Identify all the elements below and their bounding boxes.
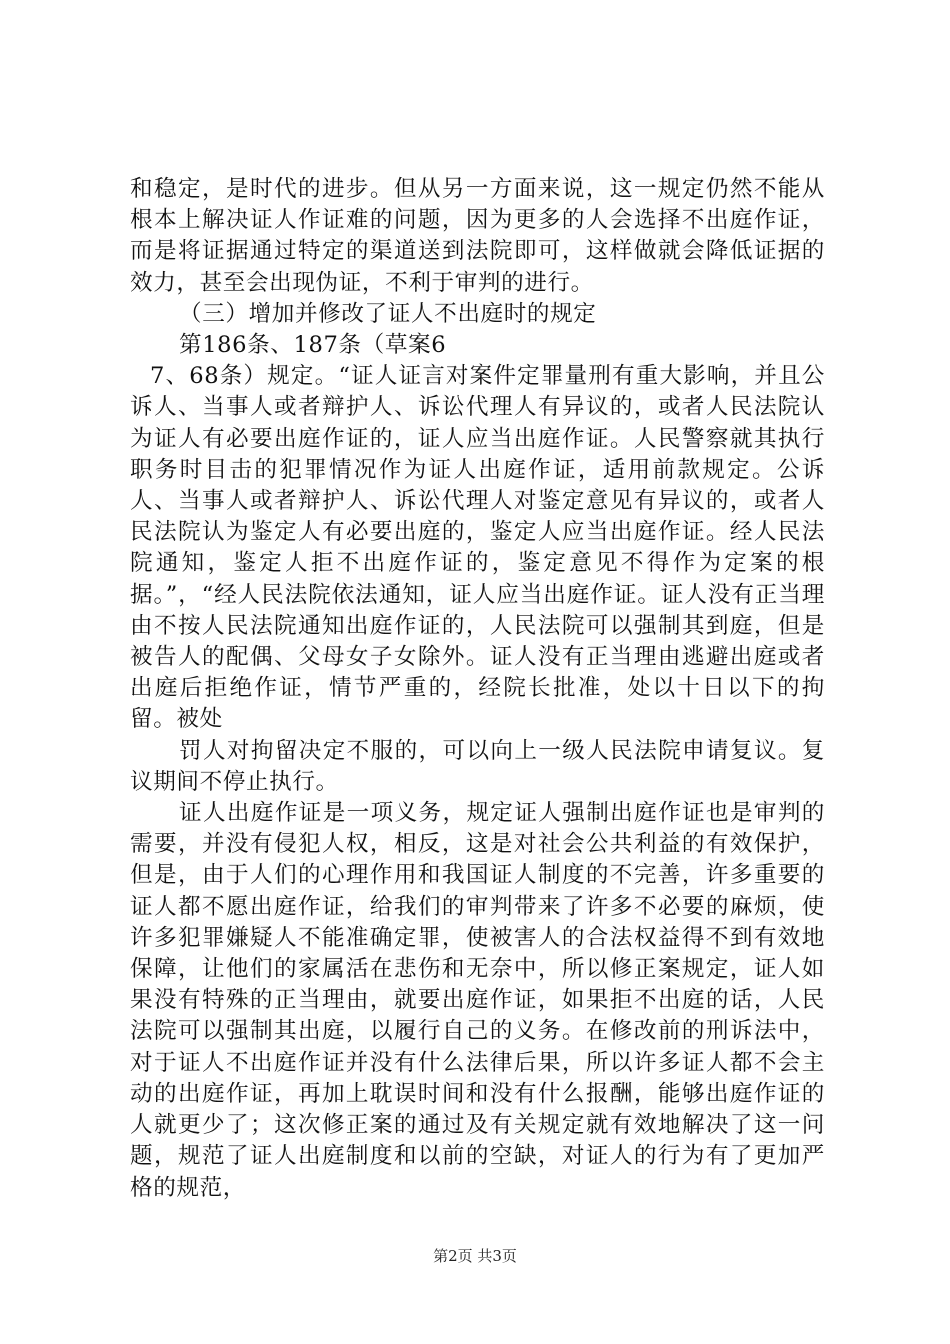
section-heading: （三）增加并修改了证人不出庭时的规定 <box>179 300 597 327</box>
paragraph-analysis: 证人出庭作证是一项义务，规定证人强制出庭作证也是审判的需要，并没有侵犯人权，相反，这是对社会公共利益的有效保护，但是，由于人们的心理作用和我国证人制度的不完善，许多重要的证人都不愿出庭作证，给我们的审判带来了许多不必要的麻烦，使许多犯罪嫌疑人不能准确定罪，使被害人的合法权益得不到有效地保障，让他们的家属活在悲伤和无奈中，所以修正案规定，证人如果没有特殊的正当理由，就要出庭作证，如果拒不出庭的话，人民法院可以强制其出庭，以履行自己的义务。在修改前的刑诉法中，对于证人不出庭作证并没有什么法律后果，所以许多证人都不会主动的出庭作证，再加上耽误时间和没有什么报酬，能够出庭作证的人就更少了；这次修正案的通过及有关规定就有效地解决了这一问题，规范了证人出庭制度和以前的空缺，对证人的行为有了更加严格的规范， <box>130 800 825 1201</box>
paragraph-continuation: 和稳定，是时代的进步。但从另一方面来说，这一规定仍然不能从根本上解决证人作证难的问题，因为更多的人会选择不出庭作证，而是将证据通过特定的渠道送到法院即可，这样做就会降低证据的效力，甚至会出现伪证，不利于审判的进行。 <box>130 176 825 296</box>
paragraph-quoted-articles: 7、68条）规定。“证人证言对案件定罪量刑有重大影响，并且公诉人、当事人或者辩护人、诉讼代理人有异议的，或者人民法院认为证人有必要出庭作证的，证人应当出庭作证。人民警察就其执行职务时目击的犯罪情况作为证人出庭作证，适用前款规定。公诉人、当事人或者辩护人、诉讼代理人对鉴定意见有异议的，或者人民法院认为鉴定人有必要出庭的，鉴定人应当出庭作证。经人民法院通知，鉴定人拒不出庭作证的，鉴定意见不得作为定案的根据。”，“经人民法院依法通知，证人应当出庭作证。证人没有正当理由不按人民法院通知出庭作证的，人民法院可以强制其到庭，但是被告人的配偶、父母女子女除外。证人没有正当理由逃避出庭或者出庭后拒绝作证，情节严重的，经院长批准，处以十日以下的拘留。被处 <box>130 363 825 733</box>
document-body <box>130 174 825 1204</box>
paragraph-review-clause: 罚人对拘留决定不服的，可以向上一级人民法院申请复议。复议期间不停止执行。 <box>130 737 825 795</box>
page-footer: 第2页 共3页 <box>433 1247 517 1265</box>
article-reference: 第186条、187条（草案6 <box>179 332 447 359</box>
